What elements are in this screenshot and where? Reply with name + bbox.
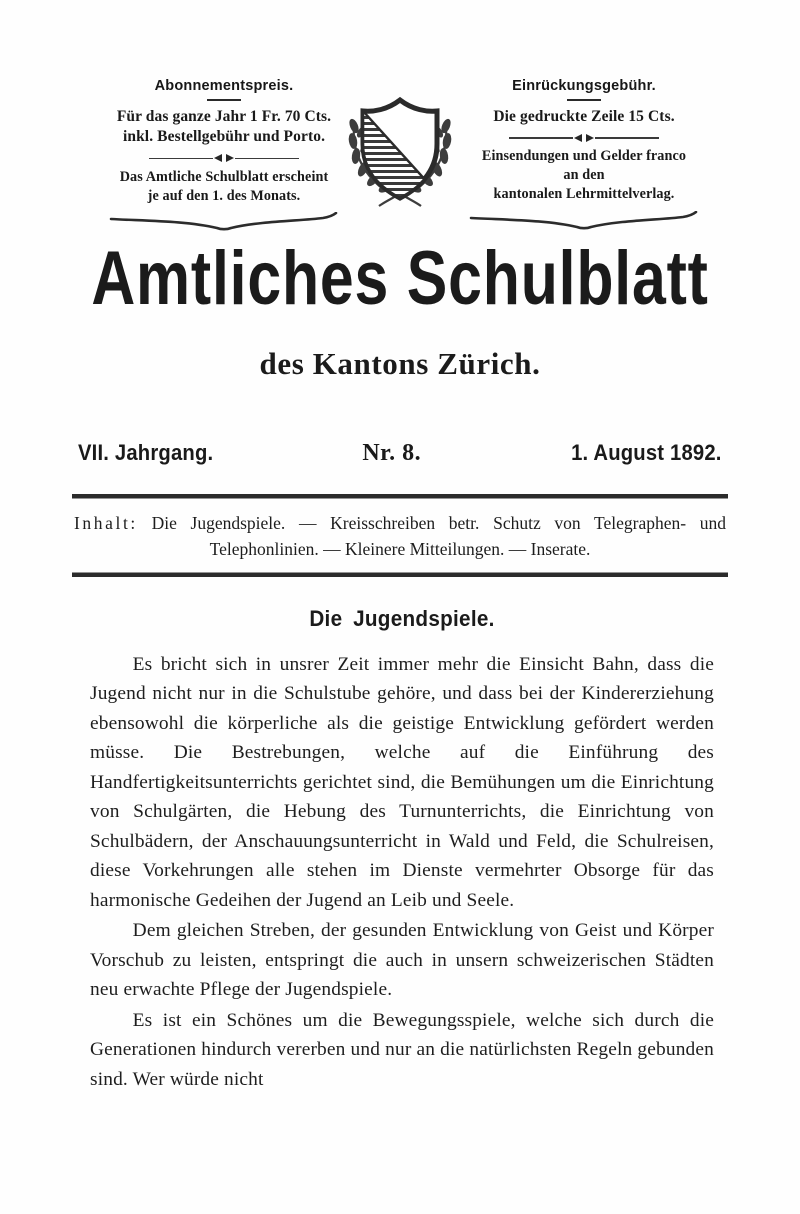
advertising-heading: Einrückungsgebühr. [512, 78, 656, 94]
bowtie-ornament-rule [149, 154, 299, 163]
subscription-price-line: Für das ganze Jahr 1 Fr. 70 Cts. [116, 108, 332, 125]
remittance-line-2: an den [563, 167, 605, 184]
short-divider-rule [207, 99, 241, 101]
issue-volume: VII. Jahrgang. [78, 440, 214, 465]
issue-number: Nr. 8. [362, 440, 422, 466]
publication-frequency-line-2: je auf den 1. des Monats. [147, 187, 301, 204]
advertising-rate-line: Die gedruckte Zeile 15 Cts. [493, 108, 675, 125]
article [90, 606, 714, 1094]
bowtie-icon [213, 154, 235, 163]
article-paragraph: Es bricht sich in unsrer Zeit immer mehr die Einsicht Bahn, dass die Jugend nicht nur in die Schulstube gehöre, und dass bei der Kindererziehung ebensowohl die körperliche als die geistige Entwicklung gefördert werden müsse. Die Bestrebungen, welche auf die Einführung des Handfertigkeitsunterrichts gerichtet sind, die Bemühungen um die Einrichtung von Schulgärten, die Hebung des Turnunterrichts, die Einrichtung von Schulbädern, der Anschauungsunterricht in Wald und Feld, die Schulreisen, diese Vorkehrungen alle stehen im Dienste vermehrter Obsorge für das harmonische Gedeihen der Jugend an Leib und Seele. [90, 654, 714, 911]
remittance-line-3: kantonalen Lehrmittelverlag. [493, 185, 675, 202]
swash-flourish-left [109, 212, 339, 234]
contents-block [72, 494, 728, 577]
short-divider-rule [567, 99, 601, 101]
subscription-heading: Abonnementspreis. [154, 78, 294, 94]
remittance-line-1: Einsendungen und Gelder franco [481, 148, 687, 165]
bowtie-icon [573, 133, 595, 142]
issue-date: 1. August 1892. [571, 440, 722, 465]
contents-text [72, 510, 728, 563]
masthead-subscription-block [74, 78, 374, 234]
shield-icon [363, 100, 447, 204]
issue-line [78, 440, 722, 467]
swash-flourish-right [469, 211, 699, 233]
title-block [0, 236, 800, 382]
masthead-advertising-block [434, 78, 734, 233]
page-title: Amtliches Schulblatt [91, 236, 709, 321]
article-paragraph: Dem gleichen Streben, der gesunden Entwicklung von Geist und Körper Vorschub zu leisten, entspringt die auch in unsern schweizerischen Städten neu erwachte Pflege der Jugendspiele. [90, 920, 714, 1001]
subscription-postage-line: inkl. Bestellgebühr und Porto. [122, 128, 326, 146]
contents-items: Die Jugendspiele. — Kreisschreiben betr. Schutz von Telegraphen- und Telephonlinien. — Kleinere Mitteilungen. — Inserate. [137, 513, 726, 560]
bowtie-ornament-rule [509, 133, 659, 142]
page-subtitle: des Kantons Zürich. [259, 345, 541, 381]
article-paragraph: Es ist ein Schönes um die Bewegungsspiele, welche sich durch die Generationen hindurch vererben und nur an die natürlichsten Regeln gebunden sind. Wer würde nicht [90, 1009, 714, 1090]
publication-frequency-line-1: Das Amtliche Schulblatt erscheint [119, 168, 329, 185]
zurich-coat-of-arms-icon [335, 86, 465, 210]
contents-label: Inhalt: [74, 513, 138, 533]
article-heading: Die Jugendspiele. [309, 606, 495, 631]
